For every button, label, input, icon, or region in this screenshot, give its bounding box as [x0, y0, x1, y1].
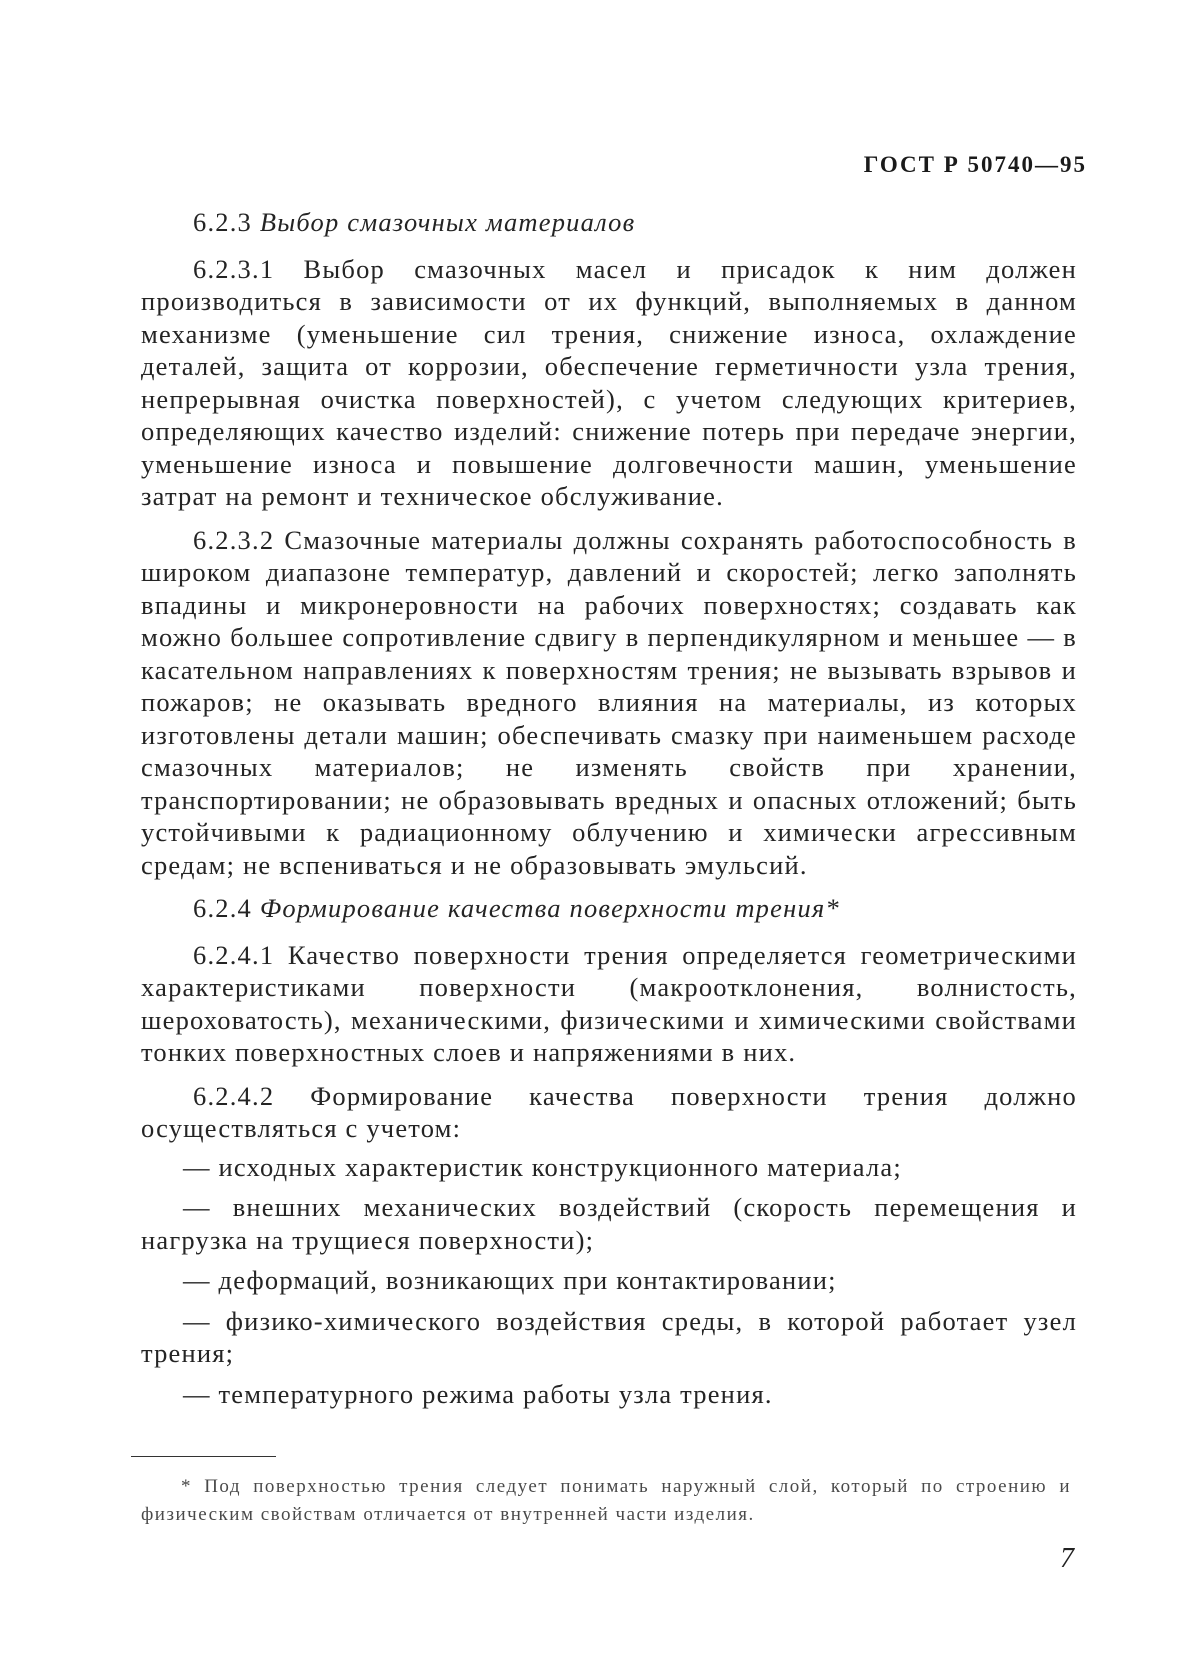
document-header: ГОСТ Р 50740—95 — [863, 152, 1087, 177]
list-item: — физико-химического воздействия среды, в которой работает узел трения; — [141, 1305, 1077, 1368]
list-item: — температурного режима работы узла трения. — [183, 1378, 773, 1409]
section-number: 6.2.4 — [193, 893, 252, 923]
paragraph-6-2-4-2: 6.2.4.2 Формирование качества поверхности трения должно осуществляться с учетом: — [141, 1080, 1077, 1143]
paragraph-6-2-3-1: 6.2.3.1 Выбор смазочных масел и присадок к ним должен производиться в зависимости от их функций, выполняемых в данном механизме (уменьшение сил трения, снижение износа, охлаждение деталей, защита от коррозии, обеспечение герметичности узла трения, непрерывная очистка поверхностей), с учетом следующих критериев, определяющих качество изделий: снижение потерь при передаче энергии, уменьшение износа и повышение долговечности машин, уменьшение затрат на ремонт и техническое обслуживание. — [141, 253, 1077, 511]
list-item: — исходных характеристик конструкционного материала; — [183, 1151, 902, 1182]
paragraph-6-2-4-1: 6.2.4.1 Качество поверхности трения определяется геометрическими характеристиками поверхности (макроотклонения, волнистость, шероховатость), механическими, физическими и химическими свойствами тонких поверхностных слоев и напряжениями в них. — [141, 939, 1077, 1067]
section-title: Выбор смазочных материалов — [259, 207, 636, 237]
section-heading-6-2-4 — [141, 892, 1077, 925]
section-title: Формирование качества поверхности трения* — [259, 893, 840, 923]
footnote-divider — [131, 1456, 276, 1457]
page-number: 7 — [1060, 1543, 1074, 1574]
document-body — [141, 206, 1077, 1410]
footnote: * Под поверхностью трения следует понимать наружный слой, который по строению и физическим свойствам отличается от внутренней части изделия. — [141, 1476, 1071, 1525]
list-item: — деформаций, возникающих при контактировании; — [183, 1265, 837, 1295]
list-item: — внешних механических воздействий (скорость перемещения и нагрузка на трущиеся поверхности); — [141, 1192, 1077, 1255]
section-number: 6.2.3 — [193, 207, 252, 237]
section-heading-6-2-3 — [141, 206, 1077, 239]
paragraph-6-2-3-2: 6.2.3.2 Смазочные материалы должны сохранять работоспособность в широком диапазоне температур, давлений и скоростей; легко заполнять впадины и микронеровности на рабочих поверхностях; создавать как можно большее сопротивление сдвигу в перпендикулярном и меньшее — в касательном направлениях к поверхностям трения; не вызывать взрывов и пожаров; не оказывать вредного влияния на материалы, из которых изготовлены детали машин; обеспечивать смазку при наименьшем расходе смазочных материалов; не изменять свойств при хранении, транспортировании; не образовывать вредных и опасных отложений; быть устойчивыми к радиационному облучению и химически агрессивным средам; не вспениваться и не образовывать эмульсий. — [141, 524, 1077, 880]
